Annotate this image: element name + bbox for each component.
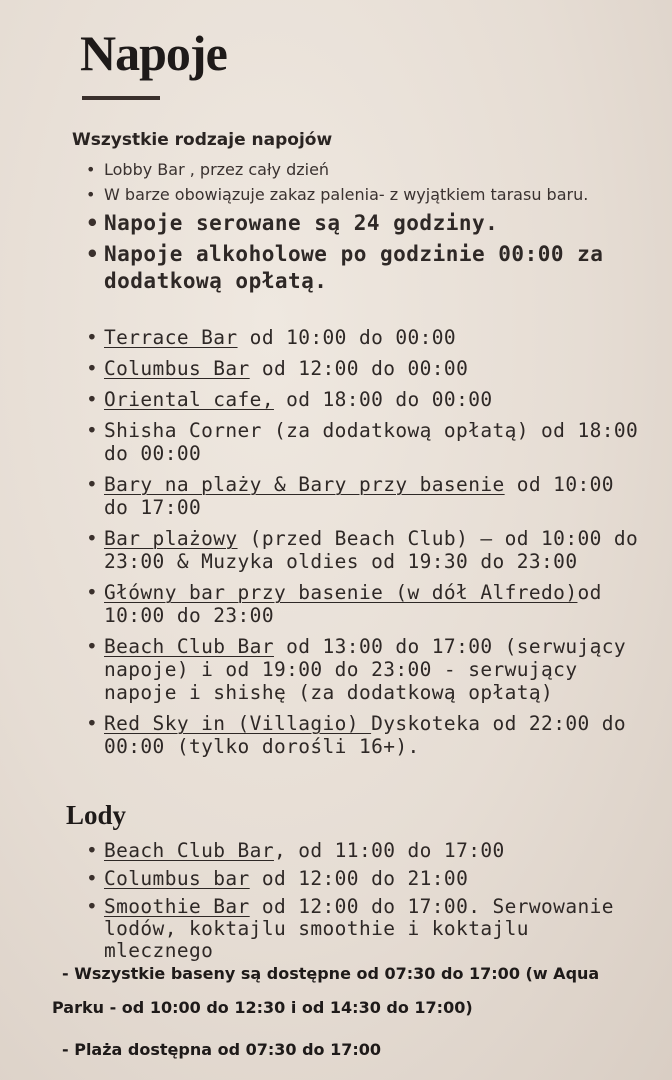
bar-hours: od 12:00 do 00:00: [249, 357, 469, 380]
bar-hours: od 13:00 do 17:00 (serwujący napoje) i od 19:00 do 23:00 - serwujący napoje i shishę (za dodatkową opłatą): [104, 635, 627, 704]
page-title: Napoje: [80, 25, 227, 81]
intro-item-emphasis: [84, 241, 624, 295]
title-underline: [82, 96, 160, 100]
bar-item: [84, 635, 644, 704]
bar-name: Główny bar przy basenie (w dół Alfredo): [104, 581, 578, 604]
bar-item: [84, 712, 644, 758]
bar-item: [84, 527, 644, 573]
ice-bar-hours: od 12:00 do 17:00. Serwowanie lodów, koktajlu smoothie i koktajlu mlecznego: [104, 895, 614, 962]
pools-note-line-2: Parku - od 10:00 do 12:30 i od 14:30 do 17:00): [52, 998, 473, 1017]
ice-bar-name: Beach Club Bar: [104, 839, 274, 862]
bar-item: [84, 388, 644, 411]
bar-name: Terrace Bar: [104, 326, 238, 349]
intro-item-text: Lobby Bar , przez cały dzień: [104, 160, 330, 179]
pools-note-line-1: - Wszystkie baseny są dostępne od 07:30 do 17:00 (w Aqua: [62, 964, 600, 983]
intro-list: [84, 160, 624, 299]
intro-item-text: Napoje serowane są 24 godziny.: [104, 211, 499, 235]
beach-note: - Plaża dostępna od 07:30 do 17:00: [62, 1040, 382, 1059]
bar-name: Oriental cafe,: [104, 388, 274, 411]
intro-item-text: Napoje alkoholowe po godzinie 00:00 za dodatkową opłatą.: [104, 242, 604, 293]
ice-bar-name: Smoothie Bar: [104, 895, 250, 918]
bar-item: [84, 326, 644, 349]
bar-hours-list: [84, 326, 644, 766]
bar-hours: od 10:00 do 00:00: [237, 326, 457, 349]
intro-item: [84, 160, 624, 180]
bar-hours: od 10:00 do 23:00: [104, 581, 602, 627]
ice-item: [84, 840, 644, 862]
bar-name: Columbus Bar: [104, 357, 250, 380]
ice-bar-hours: od 12:00 do 21:00: [249, 867, 469, 890]
bar-hours: Shisha Corner (za dodatkową opłatą) od 18:00 do 00:00: [104, 419, 639, 465]
ice-bar-name: Columbus bar: [104, 867, 250, 890]
ice-cream-heading: Lody: [66, 800, 127, 830]
bar-item: [84, 357, 644, 380]
bar-name: Red Sky in (Villagio): [104, 712, 372, 735]
bar-item: [84, 581, 644, 627]
ice-item: [84, 868, 644, 890]
bar-hours: (przed Beach Club) – od 10:00 do 23:00 & Muzyka oldies od 19:30 do 23:00: [104, 527, 639, 573]
bar-hours: od 10:00 do 17:00: [104, 473, 614, 519]
bar-name: Beach Club Bar: [104, 635, 274, 658]
bar-item: [84, 473, 644, 519]
ice-cream-list: [84, 840, 644, 968]
section-subheading: Wszystkie rodzaje napojów: [72, 130, 333, 150]
ice-bar-hours: , od 11:00 do 17:00: [273, 839, 505, 862]
intro-item-emphasis: [84, 210, 624, 237]
bar-hours: Dyskoteka od 22:00 do 00:00 (tylko dorośli 16+).: [104, 712, 627, 758]
bar-name: Bar plażowy: [104, 527, 238, 550]
bar-name: Bary na plaży & Bary przy basenie: [104, 473, 505, 496]
intro-item: [84, 185, 624, 205]
intro-item-text: W barze obowiązuje zakaz palenia- z wyjątkiem tarasu baru.: [104, 185, 589, 204]
bar-hours: od 18:00 do 00:00: [273, 388, 493, 411]
bar-item: [84, 419, 644, 465]
ice-item: [84, 896, 644, 962]
